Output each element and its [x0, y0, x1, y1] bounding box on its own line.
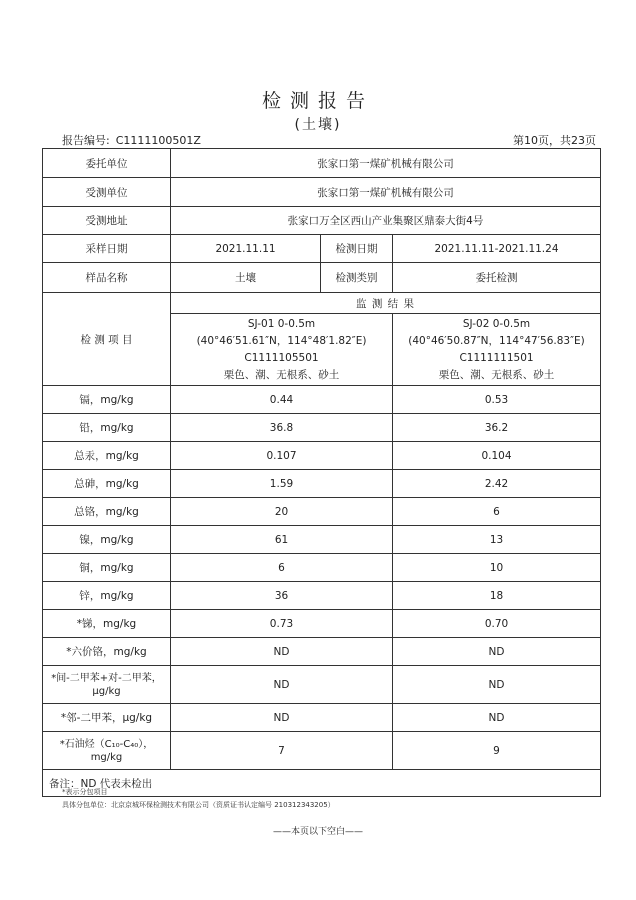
table-row	[43, 235, 601, 263]
test-type-value: 委托检测	[393, 263, 601, 293]
table-row	[43, 732, 601, 770]
table-row	[43, 178, 601, 207]
sample-name-value: 土壤	[171, 263, 321, 293]
table-row	[43, 149, 601, 178]
item-value-2: 13	[393, 526, 601, 554]
test-item-header: 检 测 项 目	[43, 293, 171, 386]
client-value: 张家口第一煤矿机械有限公司	[171, 149, 601, 178]
results-header: 监 测 结 果	[171, 293, 601, 314]
test-date-value: 2021.11.11-2021.11.24	[393, 235, 601, 263]
item-name: 铅，mg/kg	[43, 414, 171, 442]
item-value-1: 36.8	[171, 414, 393, 442]
item-name: 总铬，mg/kg	[43, 498, 171, 526]
item-value-1: 0.107	[171, 442, 393, 470]
table-row	[43, 666, 601, 704]
item-name: *锑，mg/kg	[43, 610, 171, 638]
item-value-1: 7	[171, 732, 393, 770]
sample-2-coords: (40°46′50.87″N，114°47′56.83″E)	[408, 334, 585, 347]
table-row	[43, 770, 601, 797]
address-label: 受测地址	[43, 207, 171, 235]
item-value-1: 6	[171, 554, 393, 582]
item-name: *六价铬，mg/kg	[43, 638, 171, 666]
item-value-1: ND	[171, 638, 393, 666]
tested-unit-label: 受测单位	[43, 178, 171, 207]
item-name: *石油烃（C₁₀-C₄₀），mg/kg	[43, 732, 171, 770]
report-table	[42, 148, 601, 797]
tested-unit-value: 张家口第一煤矿机械有限公司	[171, 178, 601, 207]
item-value-2: ND	[393, 666, 601, 704]
item-value-1: ND	[171, 666, 393, 704]
item-value-2: 18	[393, 582, 601, 610]
table-row	[43, 414, 601, 442]
sample-1-coords: (40°46′51.61″N，114°48′1.82″E)	[196, 334, 367, 347]
table-row	[43, 207, 601, 235]
test-type-label: 检测类别	[321, 263, 393, 293]
report-subtitle: (土壤)	[294, 117, 342, 133]
table-row	[43, 442, 601, 470]
sample-2-point: SJ-02 0-0.5m	[462, 317, 531, 330]
item-value-2: ND	[393, 638, 601, 666]
table-row	[43, 526, 601, 554]
report-number-value: C1111100501Z	[115, 134, 201, 147]
item-value-2: ND	[393, 704, 601, 732]
footnote-lab: 具体分包单位：北京京城环保检测技术有限公司（资质证书认定编号 210312343205）	[62, 801, 335, 809]
page-end-marker: ——本页以下空白——	[272, 827, 363, 837]
table-row	[43, 498, 601, 526]
report-number	[62, 132, 207, 148]
table-row	[43, 554, 601, 582]
table-row	[43, 610, 601, 638]
sample-1-id: C1111105501	[244, 351, 319, 364]
item-value-1: 0.44	[171, 386, 393, 414]
address-value: 张家口万全区西山产业集聚区鼎泰大街4号	[171, 207, 601, 235]
item-value-1: 61	[171, 526, 393, 554]
item-name: 镉，mg/kg	[43, 386, 171, 414]
sample-2-id: C1111111501	[459, 351, 534, 364]
table-row	[43, 470, 601, 498]
item-value-2: 10	[393, 554, 601, 582]
sample-name-label: 样品名称	[43, 263, 171, 293]
sample-2-desc: 栗色、潮、无根系、砂土	[438, 368, 555, 381]
item-value-1: 20	[171, 498, 393, 526]
report-number-label: 报告编号:	[62, 134, 110, 147]
item-name: 镍，mg/kg	[43, 526, 171, 554]
report-title: 检测报告	[261, 90, 374, 112]
item-value-1: 0.73	[171, 610, 393, 638]
item-value-1: 36	[171, 582, 393, 610]
sampling-date-value: 2021.11.11	[171, 235, 321, 263]
table-row	[43, 582, 601, 610]
item-name: *间-二甲苯+对-二甲苯，μg/kg	[43, 666, 171, 704]
item-name: *邻-二甲苯，μg/kg	[43, 704, 171, 732]
test-date-label: 检测日期	[321, 235, 393, 263]
sample-1-point: SJ-01 0-0.5m	[247, 317, 316, 330]
sample-1-desc: 栗色、潮、无根系、砂土	[223, 368, 340, 381]
sample-1-header	[171, 314, 393, 386]
item-value-2: 0.70	[393, 610, 601, 638]
table-row	[43, 386, 601, 414]
item-name: 铜，mg/kg	[43, 554, 171, 582]
client-label: 委托单位	[43, 149, 171, 178]
item-value-2: 0.104	[393, 442, 601, 470]
footnote-subcontract: *表示分包项目	[62, 788, 108, 796]
page-info: 第10页，共23页	[513, 134, 596, 147]
item-value-2: 2.42	[393, 470, 601, 498]
item-value-2: 9	[393, 732, 601, 770]
table-row	[43, 293, 601, 314]
item-name: 总汞，mg/kg	[43, 442, 171, 470]
item-value-2: 36.2	[393, 414, 601, 442]
remark: 备注：ND 代表未检出	[43, 770, 601, 797]
item-value-2: 6	[393, 498, 601, 526]
item-name: 总砷，mg/kg	[43, 470, 171, 498]
sampling-date-label: 采样日期	[43, 235, 171, 263]
item-name: 锌，mg/kg	[43, 582, 171, 610]
item-value-1: ND	[171, 704, 393, 732]
table-row	[43, 638, 601, 666]
sample-2-header	[393, 314, 601, 386]
item-value-2: 0.53	[393, 386, 601, 414]
table-row	[43, 263, 601, 293]
table-row	[43, 704, 601, 732]
item-value-1: 1.59	[171, 470, 393, 498]
